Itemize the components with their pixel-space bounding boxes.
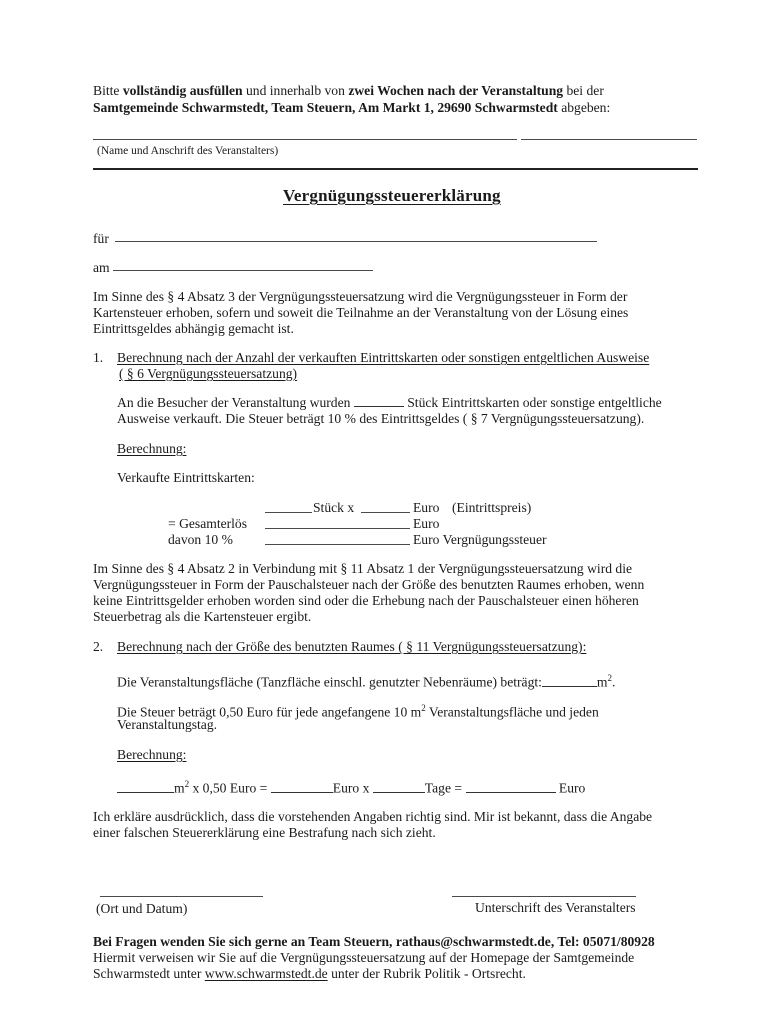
signature-caption: Unterschrift des Veranstalters [475,900,636,915]
ten-percent-label: davon 10 % [168,532,233,547]
formula-days-field[interactable] [373,780,425,793]
paragraph-1-line-3: Eintrittsgeldes abhängig gemacht ist. [93,321,294,336]
formula-amount-field[interactable] [271,780,333,793]
intro-line-1: Bitte vollständig ausfüllen und innerhalb von zwei Wochen nach der Veranstaltung bei der [93,83,604,98]
footer-contact: Bei Fragen wenden Sie sich gerne an Team Steuern, rathaus@schwarmstedt.de, Tel: 05071/80928 [93,934,655,949]
am-label: am [93,260,110,275]
section-1-text-line-1: An die Besucher der Veranstaltung wurden Stück Eintrittskarten oder sonstige entgeltliche [117,395,662,410]
section-1-heading-line-2: ( § 6 Vergnügungssteuersatzung) [119,366,298,381]
organizer-name-field[interactable] [93,139,517,140]
fuer-label: für [93,231,109,246]
section-2-number: 2. [93,639,104,654]
ticket-quantity-field[interactable] [265,512,312,513]
section-1-calc-label: Berechnung: [117,441,187,456]
homepage-link[interactable]: www.schwarmstedt.de [204,966,328,981]
page-title: Vergnügungssteuererklärung [283,186,501,205]
fuer-field[interactable] [115,241,597,242]
paragraph-2-line-1: Im Sinne des § 4 Absatz 2 in Verbindung mit § 11 Absatz 1 der Vergnügungssteuersatzung wird die [93,561,633,576]
section-1-text-line-2: Ausweise verkauft. Die Steuer beträgt 10 % des Eintrittsgeldes ( § 7 Vergnügungssteuersatzung). [117,411,645,426]
place-date-caption: (Ort und Datum) [96,901,188,916]
section-1-heading-line-1: Berechnung nach der Anzahl der verkauften Eintrittskarten oder sonstigen entgeltlichen Ausweise [117,350,650,365]
tax-amount-field[interactable] [265,544,410,545]
section-1-number: 1. [93,350,104,365]
euro-label-1: Euro [413,500,440,515]
formula-area-field[interactable] [117,780,174,793]
section-2-formula: $m^2$ x 0,50 Euro = Euro x Tage = Euro [117,776,585,797]
paragraph-1-line-2: Kartensteuer erhoben, sofern und soweit die Teilnahme an der Veranstaltung von der Lösung eines [93,305,629,320]
declaration-line-1: Ich erkläre ausdrücklich, dass die vorstehenden Angaben richtig sind. Mir ist bekannt, dass die Angabe [93,809,653,824]
euro-tax-label: Euro Vergnügungssteuer [413,532,547,547]
ticket-price-note: (Eintrittspreis) [452,500,532,515]
organizer-caption: (Name und Anschrift des Veranstalters) [97,145,279,157]
stueck-x-label: Stück x [313,500,355,515]
paragraph-2-line-2: Vergnügungssteuer in Form der Pauschalsteuer nach der Größe des benutzten Raumes erhoben, wenn [93,577,645,592]
header-divider [93,168,698,170]
paragraph-2-line-4: Steuerbetrag als die Kartensteuer ergibt. [93,609,312,624]
section-2-calc-label: Berechnung: [117,747,187,762]
total-revenue-field[interactable] [265,528,410,529]
rate-line-1: Die Steuer beträgt 0,50 Euro für jede angefangene 10 $m^2$ Veranstaltungsfläche und jeden [117,703,599,720]
place-date-field[interactable] [100,896,263,897]
declaration-line-2: einer falschen Steuererklärung eine Bestrafung nach sich zieht. [93,825,436,840]
signature-field[interactable] [452,896,636,897]
paragraph-2-line-3: keine Eintrittsgelder erhoben worden sind oder die Erhebung nach der Pauschalsteuer einen höheren [93,593,639,608]
area-line: Die Veranstaltungsfläche (Tanzfläche einschl. genutzter Nebenräume) beträgt: $m^2$. [117,673,616,690]
paragraph-1-line-1: Im Sinne des § 4 Absatz 3 der Vergnügungssteuersatzung wird die Vergnügungssteuer in Form der [93,289,628,304]
rate-line-2: Veranstaltungstag. [117,717,218,732]
ticket-price-field[interactable] [361,512,410,513]
total-revenue-label: = Gesamterlös [168,516,248,531]
organizer-address-field[interactable] [521,139,697,140]
section-2-heading: Berechnung nach der Größe des benutzten Raumes ( § 11 Vergnügungssteuersatzung): [117,639,587,654]
intro-line-2: Samtgemeinde Schwarmstedt, Team Steuern, Am Markt 1, 29690 Schwarmstedt abgeben: [93,100,611,115]
am-field[interactable] [113,270,373,271]
formula-total-field[interactable] [466,780,556,793]
footer-line-2: Hiermit verweisen wir Sie auf die Vergnügungssteuersatzung auf der Homepage der Samtgemeinde [93,950,635,965]
ticket-count-field[interactable] [354,394,404,407]
area-field[interactable] [542,674,597,687]
sold-tickets-label: Verkaufte Eintrittskarten: [117,470,255,485]
footer-line-3: Schwarmstedt unter www.schwarmstedt.de unter der Rubrik Politik - Ortsrecht. [93,966,526,981]
euro-label-2: Euro [413,516,440,531]
